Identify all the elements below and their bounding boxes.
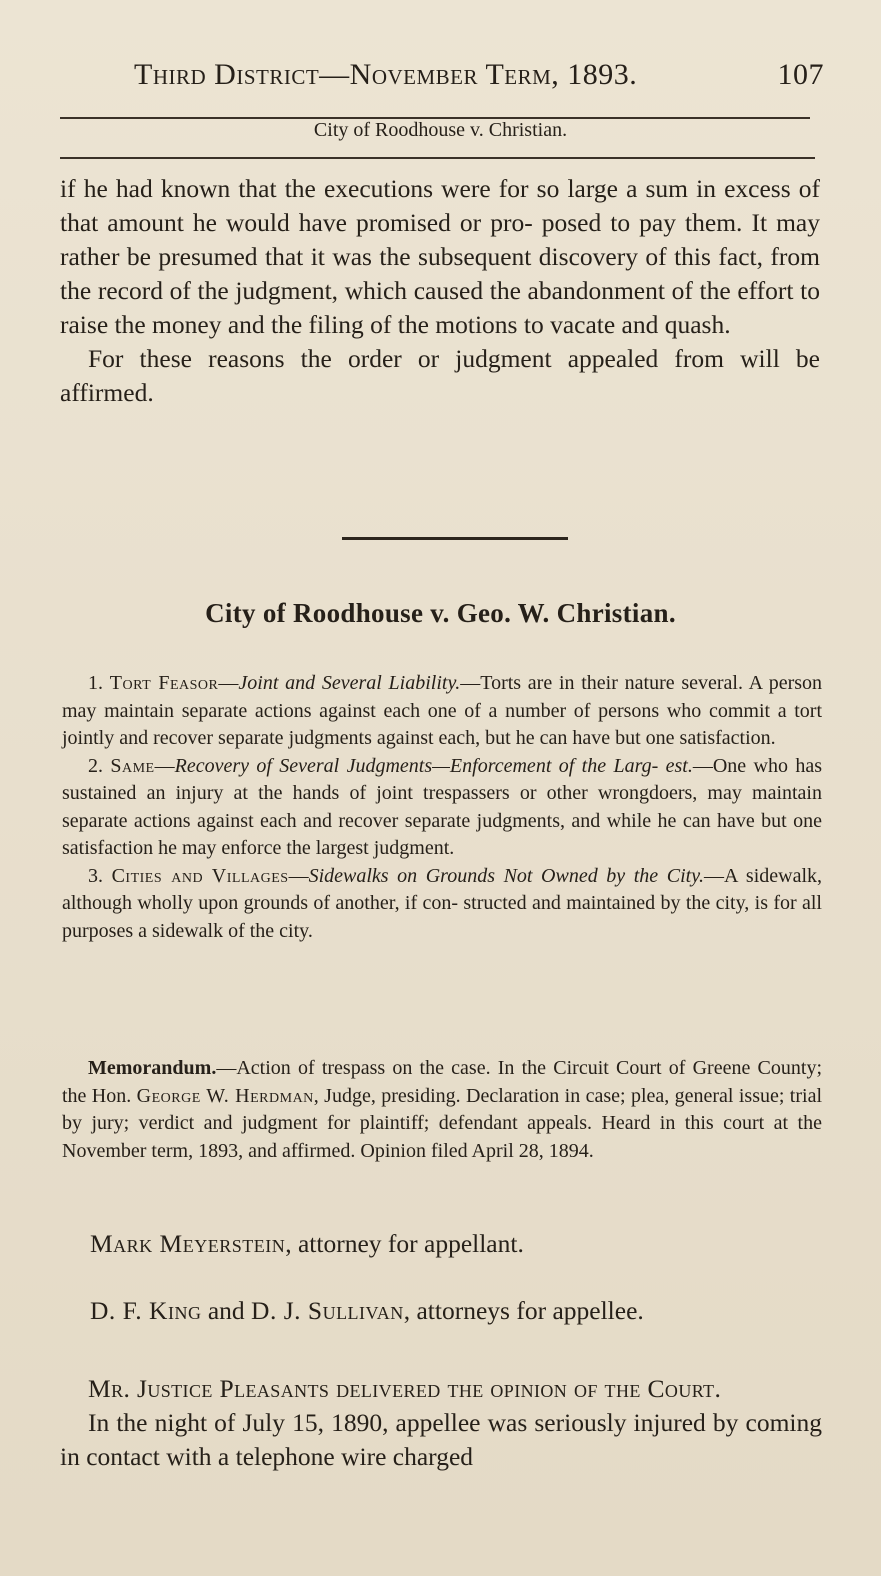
headnote-number: 2. (88, 754, 103, 777)
headnote-subtopic: Sidewalks on Grounds Not Owned by the City. (308, 864, 704, 887)
headnote-text: Torts are in their nature several. A person may maintain separate actions against each one of a number of persons who commit a tort jointly and recover separate judgments against each, but he can have but one satisfaction. (62, 672, 823, 749)
memorandum-paragraph (62, 1055, 822, 1165)
case-caption: City of Roodhouse v. Christian. (313, 119, 568, 141)
headnote-text: One who has sustained an injury at the hands of joint trespassers or other wrongdoers, may maintain separate actions against each and recover separate judgments, and while he can have but one satisfaction he may enforce the largest judgment. (62, 754, 823, 859)
judge-name: George W. Herdman (136, 1084, 314, 1107)
continued-paragraph-2: For these reasons the order or judgment appealed from will be affirmed. (60, 344, 820, 407)
headnote-number: 3. (88, 864, 103, 887)
opinion (60, 1372, 822, 1474)
headnote-number: 1. (88, 672, 103, 694)
running-head-title: Third District—November Term, 1893. (134, 58, 638, 91)
page-number: 107 (777, 58, 824, 91)
headnote-2: 2. Same—Recovery of Several Judgments—Enforcement of the Larg- est.—One who has sustained an injury at the hands of joint trespassers or other wrongdoers, may maintain separate actions against each and recover separate judgments, and while he can have but one satisfaction he may enforce the largest judgment. (62, 754, 823, 859)
continued-paragraph-1: if he had known that the executions were for so large a sum in excess of that amount he would have promised or pro- posed to pay them. It may rather be presumed that it was the subsequent discovery of this fact, from the record of the judgment, which caused the abandonment of the effort to raise the money and the filing of the motions to vacate and quash. (60, 174, 820, 339)
case-separator-rule (342, 537, 568, 540)
headnote-topic: Same (110, 754, 155, 777)
opinion-text: In the night of July 15, 1890, appellee was seriously injured by coming in contact with a telephone wire charged (60, 1408, 822, 1471)
memorandum-label: Memorandum. (88, 1057, 217, 1079)
memorandum-text: , Judge, presiding. Declaration in case; plea, general issue; trial by jury; verdict and judgment for plaintiff; defendant appeals. Heard in this court at the November term, 1893, and affirmed. Opinion filed April 28, 1894. (62, 1084, 822, 1162)
headnote-subtopic: Recovery of Several Judgments—Enforcement of the Larg- est. (174, 754, 693, 777)
header-rule-bottom (60, 157, 815, 159)
headnote-1: 1. Tort Feasor—Joint and Several Liability.—Torts are in their nature several. A person may maintain separate actions against each one of a number of persons who commit a tort jointly and recover separate judgments against each, but he can have but one satisfaction. (62, 672, 823, 749)
headnote-topic: Cities and Villages (111, 864, 289, 887)
memorandum (62, 1055, 822, 1165)
appellee-attorney-name: D. J. Sullivan (251, 1296, 404, 1325)
memorandum-text: —Action of trespass on the case. In the Circuit Court of Greene County; the Hon. (62, 1057, 822, 1107)
running-head (134, 58, 824, 92)
headnote-text: A sidewalk, although wholly upon grounds of another, if con- structed and maintained by the city, is for all purposes a sidewalk of the city. (62, 864, 823, 942)
headnotes (62, 670, 822, 945)
headnote-topic: Tort Feasor (109, 672, 219, 694)
case-title: City of Roodhouse v. Geo. W. Christian. (205, 598, 676, 628)
appellee-attorney-role: , attorneys for appellee. (403, 1296, 644, 1325)
appellee-attorney-name: D. F. King (90, 1296, 202, 1325)
continued-opinion-text (60, 172, 820, 410)
conjunction: and (201, 1296, 252, 1325)
headnote-subtopic: Joint and Several Liability. (238, 672, 461, 694)
appellant-attorney-name: Mark Meyerstein (90, 1229, 286, 1258)
headnote-3: 3. Cities and Villages—Sidewalks on Grounds Not Owned by the City.—A sidewalk, although wholly upon grounds of another, if con- structed and maintained by the city, is for all purposes a sidewalk of the city. (62, 864, 823, 942)
counsel-appellant (90, 1228, 830, 1260)
counsel-appellee (90, 1295, 830, 1327)
appellant-attorney-role: , attorney for appellant. (285, 1229, 524, 1258)
opinion-heading: Mr. Justice Pleasants delivered the opinion of the Court. (88, 1374, 722, 1403)
